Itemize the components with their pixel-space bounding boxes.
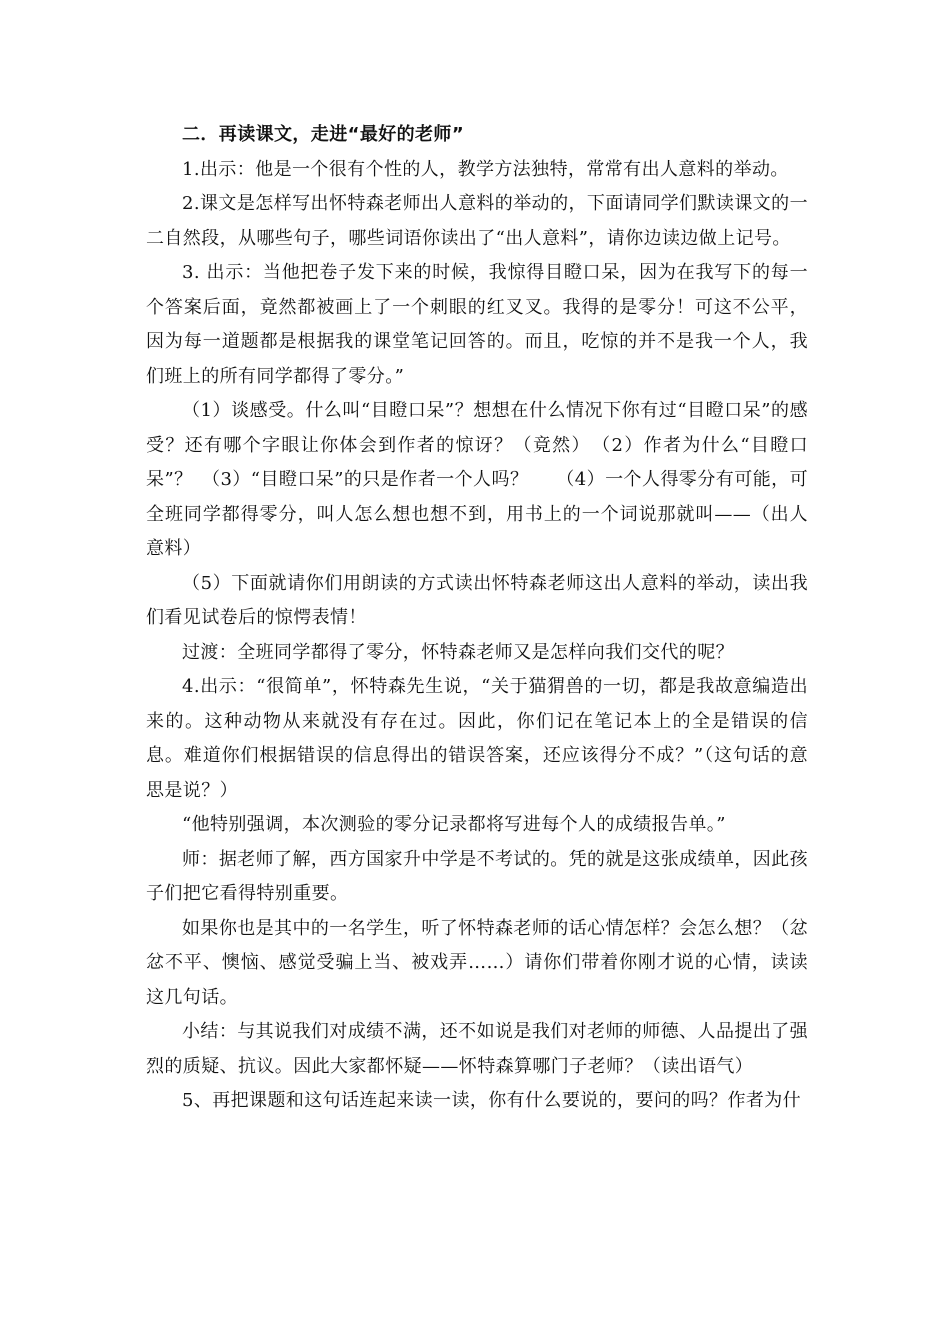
paragraph-5: （5）下面就请你们用朗读的方式读出怀特森老师这出人意料的举动，读出我们看见试卷后的惊愕表情！: [146, 572, 808, 628]
paragraph-7: 4.出示：“很简单”，怀特森先生说，“关于猫猬兽的一切，都是我故意编造出来的。这种动物从来就没有存在过。因此，你们记在笔记本上的全是错误的信息。难道你们根据错误的信息得出的错误答案，还应该得分不成？”（这句话的意思是说？）: [146, 676, 808, 801]
paragraph-4: （1）谈感受。什么叫“目瞪口呆”？想想在什么情况下你有过“目瞪口呆”的感受？还有哪个字眼让你体会到作者的惊讶？（竟然） （2）作者为什么“目瞪口呆”？ （3）“目瞪口呆”的只是作者一个人吗？ （4）一个人得零分有可能，可全班同学都得零分，叫人怎么想也想不到，用书上的一个词说那就叫——（出人意料）: [146, 400, 808, 559]
section-heading: 二．再读课文，走进“最好的老师”: [182, 124, 465, 145]
paragraph-3: 3. 出示：当他把卷子发下来的时候，我惊得目瞪口呆，因为在我写下的每一个答案后面，竟然都被画上了一个刺眼的红叉叉。我得的是零分！可这不公平，因为每一道题都是根据我的课堂笔记回答的。而且，吃惊的并不是我一个人，我们班上的所有同学都得了零分。”: [146, 262, 808, 387]
paragraph-6: 过渡：全班同学都得了零分，怀特森老师又是怎样向我们交代的呢？: [182, 641, 734, 663]
document-body: [146, 118, 808, 1119]
paragraph-12: 5、再把课题和这句话连起来读一读，你有什么要说的，要问的吗？作者为什: [182, 1090, 802, 1111]
paragraph-9: 师：据老师了解，西方国家升中学是不考试的。凭的就是这张成绩单，因此孩子们把它看得特别重要。: [146, 848, 808, 904]
paragraph-10: 如果你也是其中的一名学生，听了怀特森老师的话心情怎样？会怎么想？（忿忿不平、懊恼、感觉受骗上当、被戏弄……）请你们带着你刚才说的心情，读读这几句话。: [146, 917, 808, 1008]
paragraph-8: “他特别强调，本次测验的零分记录都将写进每个人的成绩报告单。”: [182, 814, 726, 835]
paragraph-1: 1.出示：他是一个很有个性的人，教学方法独特，常常有出人意料的举动。: [182, 158, 789, 180]
paragraph-2: 2.课文是怎样写出怀特森老师出人意料的举动的，下面请同学们默读课文的一二自然段，从哪些句子，哪些词语你读出了“出人意料”，请你边读边做上记号。: [146, 193, 808, 249]
paragraph-11: 小结：与其说我们对成绩不满，还不如说是我们对老师的师德、人品提出了强烈的质疑、抗议。因此大家都怀疑——怀特森算哪门子老师？（读出语气）: [146, 1021, 808, 1077]
